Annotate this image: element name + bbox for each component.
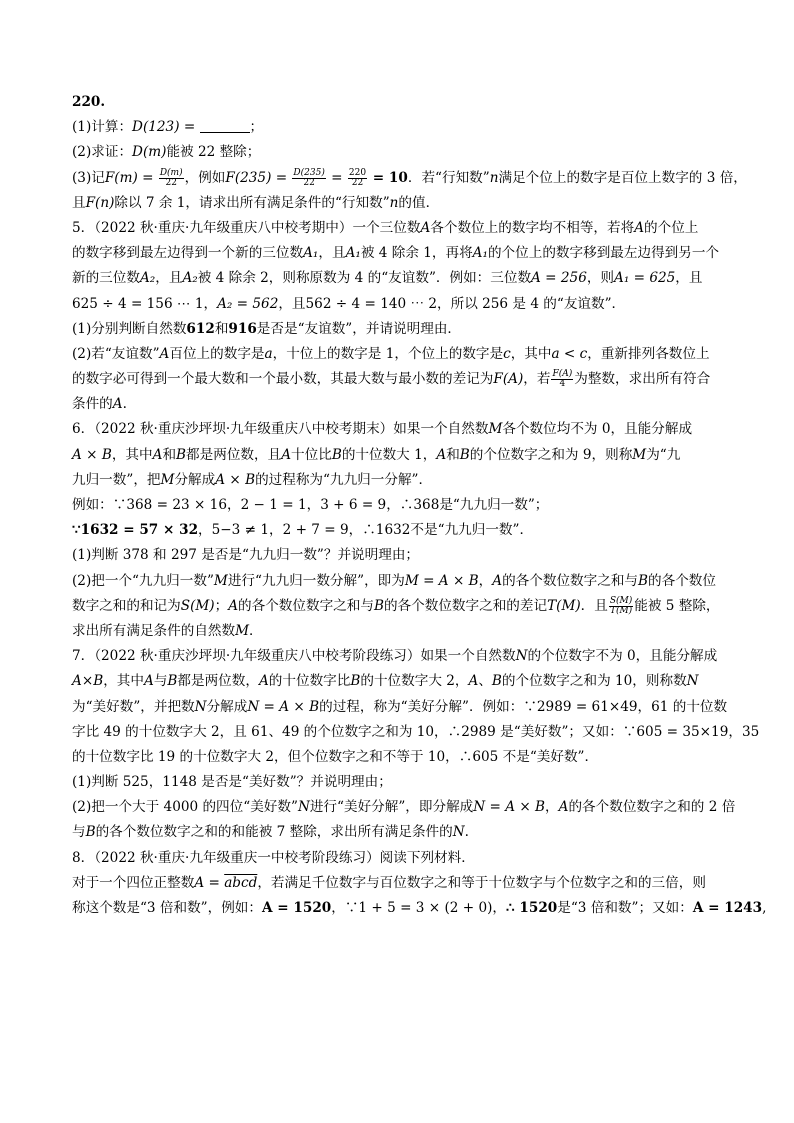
- question-2-line: (2)若“友谊数”A百位上的数字是a，十位上的数字是 1，个位上的数字是c，其中a < c，重新排列各数位上: [72, 345, 710, 362]
- text-line: 字比 49 的十位数字大 2，且 61、49 的个位数字之和为 10，∴2989 是“美好数”；又如：∵605 = 35×19，35: [72, 723, 760, 740]
- text-line: 220.: [72, 94, 106, 110]
- text-line: 625 ÷ 4 = 156 ⋯ 1，A₂ = 562，且562 ÷ 4 = 140 ⋯ 2，所以 256 是 4 的“友谊数”．: [72, 295, 626, 312]
- text-line: 与B的各个数位数字之和的和能被 7 整除，求出所有满足条件的N.: [72, 824, 469, 841]
- question-2-line: (2)把一个大于 4000 的四位“美好数”N进行“美好分解”，即分解成N = A × B，A的各个数位数字之和的 2 倍: [72, 799, 736, 816]
- question-1-line: (1)计算：D(123) = ；: [72, 119, 264, 136]
- text-line: 九归一数”，把M分解成A × B的过程称为“九九归一分解”．: [72, 471, 433, 488]
- example-line: ∵1632 = 57 × 32，5−3 ≠ 1，2 + 7 = 9，∴1632不是“九九归一数”．: [72, 522, 534, 539]
- fraction: $\frac{S(M)}{T(M)}$: [609, 595, 633, 616]
- answer-blank: [200, 118, 250, 133]
- text-line: 新的三位数A₂，且A₂被 4 除余 2，则称原数为 4 的“友谊数”．例如：三位数A = 256，则A₁ = 625，且: [72, 270, 703, 287]
- text-line: 条件的A.: [72, 396, 127, 413]
- problem-7-header: 7．（2022 秋·重庆沙坪坝·九年级重庆八中校考阶段练习）如果一个自然数N的个位数字不为 0，且能分解成: [72, 648, 718, 665]
- fraction: $\frac{220}{22}$: [348, 167, 367, 188]
- text-line: 的数字必可得到一个最大数和一个最小数，其最大数与最小数的差记为F(A)，若 $\frac{F(A)}{4}$ 为整数，求出所有符合: [72, 369, 711, 390]
- fraction: $\frac{D(235)}{22}$: [293, 167, 325, 188]
- text-line: 称这个数是“3 倍和数”，例如：A = 1520，∵1 + 5 = 3 × (2 + 0)，∴ 1520是“3 倍和数”；又如：A = 1243,: [72, 900, 767, 916]
- text-line: 对于一个四位正整数A = abcd，若满足千位数字与百位数字之和等于十位数字与个位数字之和的三倍，则: [72, 874, 706, 891]
- text-line: 的十位数字比 19 的十位数字大 2，但个位数字之和不等于 10，∴605 不是“美好数”．: [72, 748, 599, 765]
- example-line: 例如：∵368 = 23 × 16，2 − 1 = 1，3 + 6 = 9，∴368是“九九归一数”；: [72, 497, 549, 513]
- question-1-line: (1)分别判断自然数612和916是否是“友谊数”，并请说明理由．: [72, 320, 462, 337]
- question-3-line: (3)记F(m) = $\frac{D(m)}{22}$ ，例如F(235) = $\frac{D(235)}{22}$ = $\frac{220}{22}$ = 10．若“行知数”n满足个位上的数字是百位上数字的 3 倍，: [72, 167, 747, 188]
- problem-8-header: 8．（2022 秋·重庆·九年级重庆一中校考阶段练习）阅读下列材料．: [72, 849, 475, 866]
- question-1-line: (1)判断 525，1148 是否是“美好数”？并说明理由；: [72, 774, 392, 791]
- fraction: $\frac{F(A)}{4}$: [552, 369, 573, 390]
- text-line: 的数字移到最左边得到一个新的三位数A₁，且A₁被 4 除余 1，再将A₁的个位上的数字移到最左边得到另一个: [72, 245, 720, 262]
- question-1-line: (1)判断 378 和 297 是否是“九九归一数”？并说明理由；: [72, 547, 420, 564]
- text-line: 数字之和的和记为S(M)；A的各个数位数字之和与B的各个数位数字之和的差记T(M)．且 $\frac{S(M)}{T(M)}$ 能被 5 整除，: [72, 595, 720, 616]
- problem-5-header: 5．（2022 秋·重庆·九年级重庆八中校考期中）一个三位数A各个数位上的数字均不相等，若将A的个位上: [72, 219, 699, 236]
- text-line: 为“美好数”，并把数N分解成N = A × B的过程，称为“美好分解”．例如：∵2989 = 61×49，61 的十位数: [72, 698, 728, 715]
- document-page: [72, 90, 767, 921]
- text-line: 且F(n)除以 7 余 1，请求出所有满足条件的“行知数”n的值．: [72, 194, 440, 211]
- fraction: $\frac{D(m)}{22}$: [159, 167, 183, 188]
- problem-6-header: 6．（2022 秋·重庆沙坪坝·九年级重庆八中校考期末）如果一个自然数M各个数位均不为 0，且能分解成: [72, 421, 693, 438]
- text-line: A × B，其中A和B都是两位数，且A十位比B的十位数大 1，A和B的个位数字之和为 9，则称M为“九: [72, 446, 681, 463]
- question-2-line: (2)把一个“九九归一数”M进行“九九归一数分解”，即为M = A × B，A的各个数位数字之和与B的各个数位: [72, 572, 716, 589]
- question-2-line: (2)求证：D(m)能被 22 整除；: [72, 144, 261, 161]
- text-line: A×B，其中A与B都是两位数，A的十位数字比B的十位数字大 2，A、B的个位数字之和为 10，则称数N: [72, 673, 699, 690]
- text-line: 求出所有满足条件的自然数M．: [72, 622, 263, 639]
